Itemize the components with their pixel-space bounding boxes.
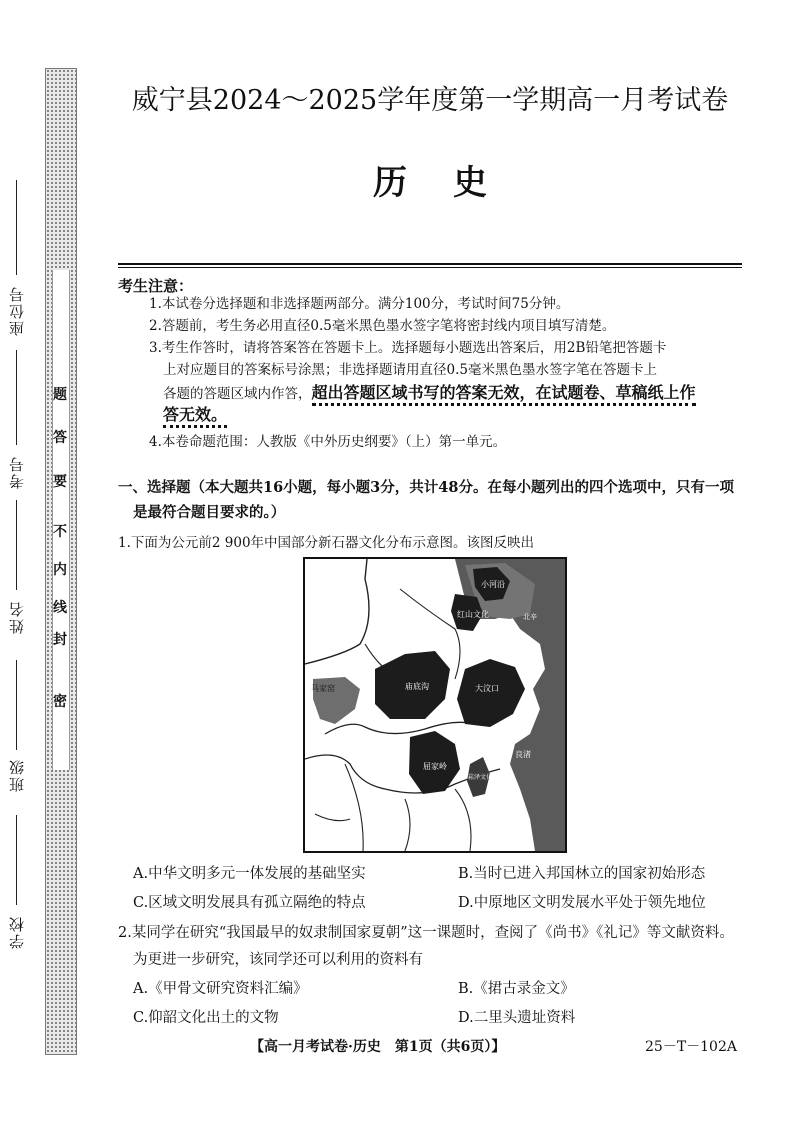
notice-item: 1.本试卷分选择题和非选择题两部分。满分100分，考试时间75分钟。 bbox=[149, 296, 570, 312]
question-2-option-b: B.《捃古录金文》 bbox=[458, 981, 575, 997]
seal-char: 线 bbox=[53, 600, 67, 616]
seal-char: 封 bbox=[53, 632, 67, 648]
seat-number-label: 座位号 bbox=[8, 285, 26, 336]
notice-item: 3.考生作答时，请将答案答在答题卡上。选择题每小题选出答案后，用2B铅笔把答题卡 bbox=[149, 340, 667, 356]
map-label-hongshan: 红山文化 bbox=[457, 610, 489, 619]
seal-char: 内 bbox=[53, 562, 67, 578]
header-rule-thin bbox=[118, 267, 742, 268]
header-rule bbox=[118, 263, 742, 265]
exam-number-label: 考号 bbox=[8, 455, 26, 489]
exam-title: 威宁县2024～2025学年度第一学期高一月考试卷 bbox=[131, 85, 729, 116]
notice-item: 4.本卷命题范围：人教版《中外历史纲要》（上）第一单元。 bbox=[149, 434, 507, 450]
question-2-stem: 2.某同学在研究“我国最早的奴隶制国家夏朝”这一课题时，查阅了《尚书》《礼记》等文献资料。 bbox=[118, 925, 734, 941]
question-2-option-a: A.《甲骨文研究资料汇编》 bbox=[133, 981, 308, 997]
map-label-xiaoheyan: 小河沿 bbox=[481, 580, 505, 589]
page-footer: 【高一月考试卷·历史 第1页（共6页）】 bbox=[250, 1039, 506, 1055]
notice-emphasis: 答无效。 bbox=[163, 405, 227, 428]
subject-title: 历史 bbox=[373, 163, 533, 203]
school-line[interactable] bbox=[16, 815, 17, 905]
question-1-option-a: A.中华文明多元一体发展的基础坚实 bbox=[133, 866, 366, 882]
question-1-stem: 1.下面为公元前2 900年中国部分新石器文化分布示意图。该图反映出 bbox=[118, 535, 535, 551]
seal-char: 答 bbox=[53, 430, 67, 446]
name-line[interactable] bbox=[16, 500, 17, 590]
section-heading: 是最符合题目要求的。） bbox=[133, 504, 286, 521]
notice-title: 考生注意： bbox=[118, 277, 194, 295]
question-2-option-d: D.二里头遗址资料 bbox=[458, 1010, 576, 1026]
class-label: 班级 bbox=[8, 758, 26, 792]
question-1-option-d: D.中原地区文明发展水平处于领先地位 bbox=[458, 895, 706, 911]
question-1-option-b: B.当时已进入邦国林立的国家初始形态 bbox=[458, 866, 706, 882]
seal-char: 密 bbox=[53, 694, 67, 710]
seal-char: 不 bbox=[53, 524, 67, 540]
map-label-beixin: 北辛 bbox=[523, 613, 537, 621]
question-1-option-c: C.区域文明发展具有孤立隔绝的特点 bbox=[133, 895, 366, 911]
notice-item: 2.答题前，考生务必用直径0.5毫米黑色墨水签字笔将密封线内项目填写清楚。 bbox=[149, 318, 616, 334]
dawenkou-region bbox=[457, 659, 525, 727]
notice-item: 上对应题目的答案标号涂黑；非选择题请用直径0.5毫米黑色墨水签字笔在答题卡上 bbox=[163, 362, 657, 378]
class-line[interactable] bbox=[16, 660, 17, 750]
notice-text: 各题的答题区域内作答， bbox=[163, 386, 312, 402]
name-label: 姓名 bbox=[8, 600, 26, 634]
notice-item bbox=[163, 405, 227, 426]
seat-number-line[interactable] bbox=[16, 180, 17, 275]
neolithic-culture-map bbox=[303, 557, 567, 853]
notice-item bbox=[163, 383, 696, 404]
map-label-liangzhu: 良渚 bbox=[515, 750, 531, 759]
seal-char: 题 bbox=[53, 387, 67, 403]
question-2-option-c: C.仰韶文化出土的文物 bbox=[133, 1010, 279, 1026]
exam-number-line[interactable] bbox=[16, 350, 17, 445]
school-label: 学校 bbox=[8, 915, 26, 949]
seal-char: 要 bbox=[53, 474, 67, 490]
section-heading: 一、选择题（本大题共16小题，每小题3分，共计48分。在每小题列出的四个选项中，只有一项 bbox=[118, 479, 734, 496]
question-2-stem-cont: 为更进一步研究，该同学还可以利用的资料有 bbox=[133, 952, 423, 968]
map-label-songze: 崧泽文化 bbox=[468, 774, 493, 781]
paper-code: 25－T－102A bbox=[645, 1039, 737, 1055]
map-label-dawenkou: 大汶口 bbox=[475, 684, 499, 693]
map-label-miaodigou: 庙底沟 bbox=[405, 682, 429, 691]
map-label-majiayao: 马家窑 bbox=[311, 684, 335, 693]
map-label-qujialing: 屈家岭 bbox=[423, 762, 447, 771]
notice-emphasis: 超出答题区域书写的答案无效，在试题卷、草稿纸上作 bbox=[312, 383, 696, 406]
